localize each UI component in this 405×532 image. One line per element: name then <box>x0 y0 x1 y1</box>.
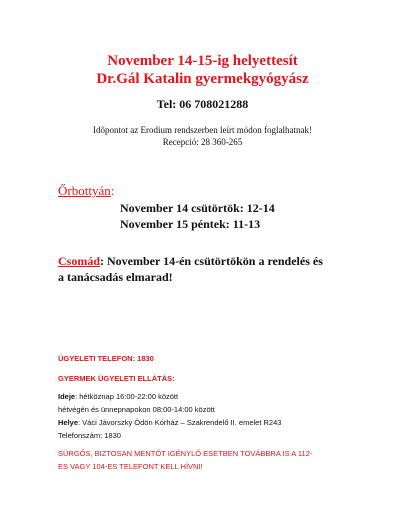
urgent-notice-line-1: SÜRGŐS, BIZTOSAN MENTŐT IGÉNYLŐ ESETBEN TOVÁBBRA IS A 112- <box>58 449 313 458</box>
csomad-label: Csomád <box>58 254 101 268</box>
urgent-notice-line-2: ES VAGY 104-ES TELEFONT KELL HÍVNI! <box>58 462 203 471</box>
care-time-weekday-value: : hétköznap 16:00-22:00 között <box>75 392 179 401</box>
care-time-label: Ideje <box>58 392 76 401</box>
orbottyan-label: Őrbottyán <box>58 183 111 198</box>
csomad-text-1: : November 14-én csütörtökön a rendelés és <box>100 254 323 268</box>
title-line-2: Dr.Gál Katalin gyermekgyógyász <box>96 71 309 87</box>
orbottyan-hours-thursday: November 14 csütörtök: 12-14 <box>120 201 275 215</box>
care-place <box>58 418 281 427</box>
child-care-heading: GYERMEK ÜGYELETI ELLÁTÁS: <box>58 374 175 383</box>
doctor-phone: Tel: 06 708021288 <box>156 97 249 111</box>
title-line-1: November 14-15-ig helyettesít <box>107 53 298 69</box>
care-time-weekday <box>58 392 178 401</box>
care-phone: Telefonszám: 1830 <box>58 431 121 440</box>
care-time-weekend: hétvégén és ünnepnapokon 08:00-14:00 között <box>58 405 215 414</box>
orbottyan-hours-friday: November 15 péntek: 11-13 <box>120 217 261 231</box>
orbottyan-colon: : <box>110 183 115 198</box>
csomad-text-2: a tanácsadás elmarad! <box>58 270 173 284</box>
reception-phone: Recepció: 28 360-265 <box>162 137 243 147</box>
care-place-value: : Váci Jávorszky Ödön Kórház – Szakrendelő II. emelet R243 <box>78 418 282 427</box>
orbottyan-heading <box>58 183 114 199</box>
emergency-phone: ÜGYELETI TELEFON: 1830 <box>58 354 154 363</box>
care-place-label: Helye <box>58 418 79 427</box>
booking-info: Időpontot az Erodium rendszerben leírt módon foglalhatnak! <box>93 125 312 135</box>
csomad-notice <box>58 254 323 269</box>
